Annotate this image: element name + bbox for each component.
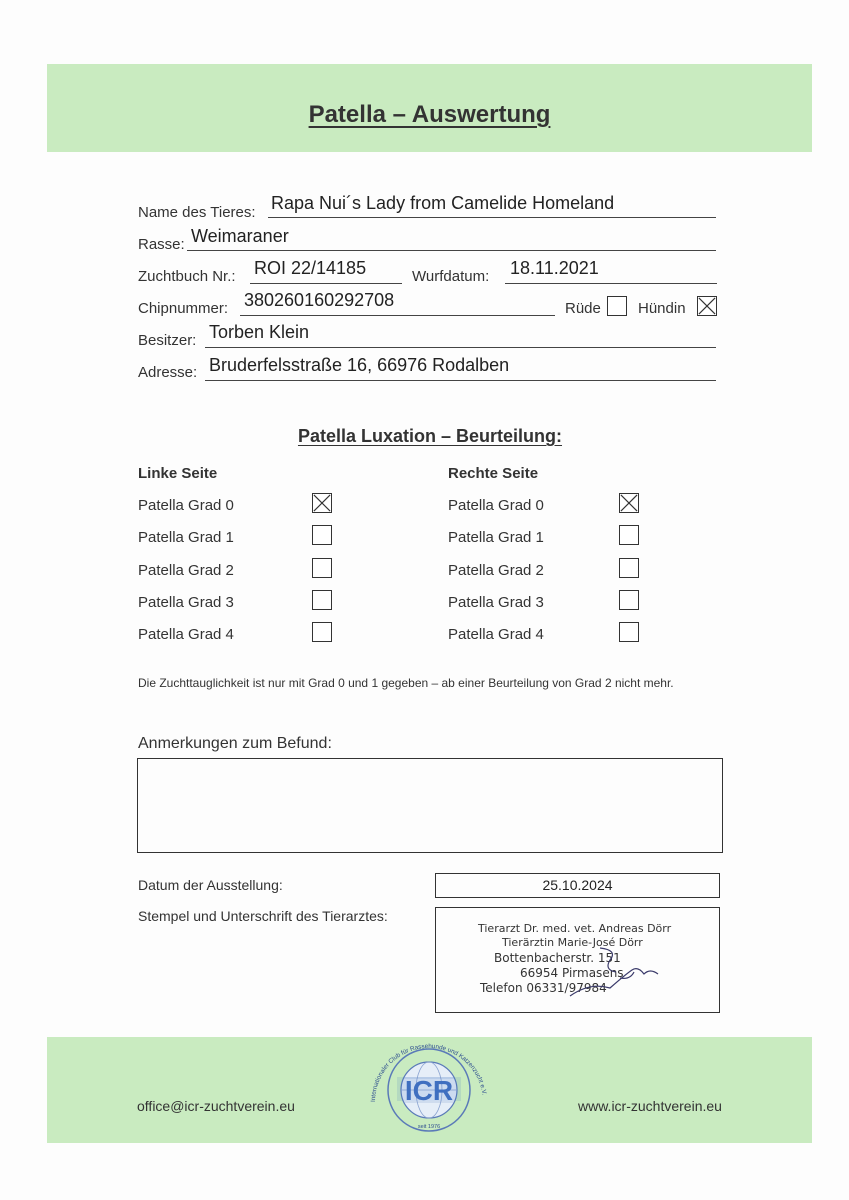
male-label: Rüde [565, 300, 601, 317]
name-label: Name des Tieres: [138, 204, 256, 221]
left-side-heading: Linke Seite [138, 465, 218, 482]
right-grade-0-label: Patella Grad 0 [448, 497, 544, 514]
remarks-label: Anmerkungen zum Befund: [138, 735, 332, 752]
right-grade-3-checkbox[interactable] [619, 590, 639, 610]
left-grade-3-checkbox[interactable] [312, 590, 332, 610]
left-grade-3-label: Patella Grad 3 [138, 594, 234, 611]
birthdate-label: Wurfdatum: [412, 268, 490, 285]
address-underline [205, 380, 716, 381]
stamp-line: Tierärztin Marie-José Dörr [502, 936, 643, 949]
icr-logo [361, 1036, 497, 1136]
left-grade-1-checkbox[interactable] [312, 525, 332, 545]
cross-mark-icon [698, 297, 716, 315]
stamp-line: Telefon 06331/97984 [480, 981, 607, 995]
breed-label: Rasse: [138, 236, 185, 253]
birthdate-underline [505, 283, 717, 284]
left-grade-4-label: Patella Grad 4 [138, 626, 234, 643]
footer-email-link[interactable]: office@icr-zuchtverein.eu [137, 1098, 295, 1114]
name-value: Rapa Nui´s Lady from Camelide Homeland [271, 193, 615, 213]
issue-date-field[interactable]: 25.10.2024 [435, 873, 720, 898]
signature [560, 944, 670, 999]
right-side-heading: Rechte Seite [448, 465, 539, 482]
cross-mark-icon [620, 494, 638, 512]
address-label: Adresse: [138, 364, 198, 381]
chip-underline [240, 315, 555, 316]
male-checkbox[interactable] [607, 296, 627, 316]
owner-label: Besitzer: [138, 332, 197, 349]
left-grade-0-checkbox[interactable] [312, 493, 332, 513]
left-grade-2-checkbox[interactable] [312, 558, 332, 578]
right-grade-3-label: Patella Grad 3 [448, 594, 544, 611]
right-grade-4-label: Patella Grad 4 [448, 626, 544, 643]
right-grade-1-label: Patella Grad 1 [448, 529, 544, 546]
footer-website-link[interactable]: www.icr-zuchtverein.eu [578, 1098, 722, 1114]
address-value: Bruderfelsstraße 16, 66976 Rodalben [209, 355, 510, 375]
logo-since-text: seit 1976 [417, 1124, 441, 1130]
right-grade-4-checkbox[interactable] [619, 622, 639, 642]
left-grade-1-label: Patella Grad 1 [138, 529, 234, 546]
stamp-line: Tierarzt Dr. med. vet. Andreas Dörr [478, 922, 672, 935]
assessment-title: Patella Luxation – Beurteilung: [297, 426, 563, 446]
breeding-note: Die Zuchttauglichkeit ist nur mit Grad 0 und 1 gegeben – ab einer Beurteilung von Grad 2 nicht mehr. [138, 676, 674, 690]
birthdate-value: 18.11.2021 [510, 258, 599, 278]
right-grade-0-checkbox[interactable] [619, 493, 639, 513]
chip-value: 380260160292708 [244, 290, 395, 310]
owner-underline [205, 347, 716, 348]
right-grade-2-checkbox[interactable] [619, 558, 639, 578]
owner-value: Torben Klein [209, 322, 310, 342]
logo-ring-text: Internationaler Club für Rassehunde und Katzenzucht e.V. [369, 1042, 488, 1103]
logo-text: ICR [404, 1075, 454, 1106]
stamp-line: Bottenbacherstr. 151 [494, 951, 621, 965]
cross-mark-icon [313, 494, 331, 512]
name-underline [268, 217, 716, 218]
breed-underline [187, 250, 716, 251]
female-label: Hündin [638, 300, 686, 317]
studbook-underline [250, 283, 402, 284]
studbook-label: Zuchtbuch Nr.: [138, 268, 236, 285]
female-checkbox[interactable] [697, 296, 717, 316]
remarks-field[interactable] [137, 758, 723, 853]
stamp-line: 66954 Pirmasens [520, 966, 624, 980]
breed-value: Weimaraner [191, 226, 289, 246]
left-grade-0-label: Patella Grad 0 [138, 497, 234, 514]
document-title: Patella – Auswertung [308, 101, 551, 128]
left-grade-4-checkbox[interactable] [312, 622, 332, 642]
right-grade-1-checkbox[interactable] [619, 525, 639, 545]
left-grade-2-label: Patella Grad 2 [138, 562, 234, 579]
chip-label: Chipnummer: [138, 300, 229, 317]
issue-date-label: Datum der Ausstellung: [138, 877, 283, 893]
stamp-label: Stempel und Unterschrift des Tierarztes: [138, 908, 388, 924]
right-grade-2-label: Patella Grad 2 [448, 562, 544, 579]
studbook-value: ROI 22/14185 [254, 258, 367, 278]
